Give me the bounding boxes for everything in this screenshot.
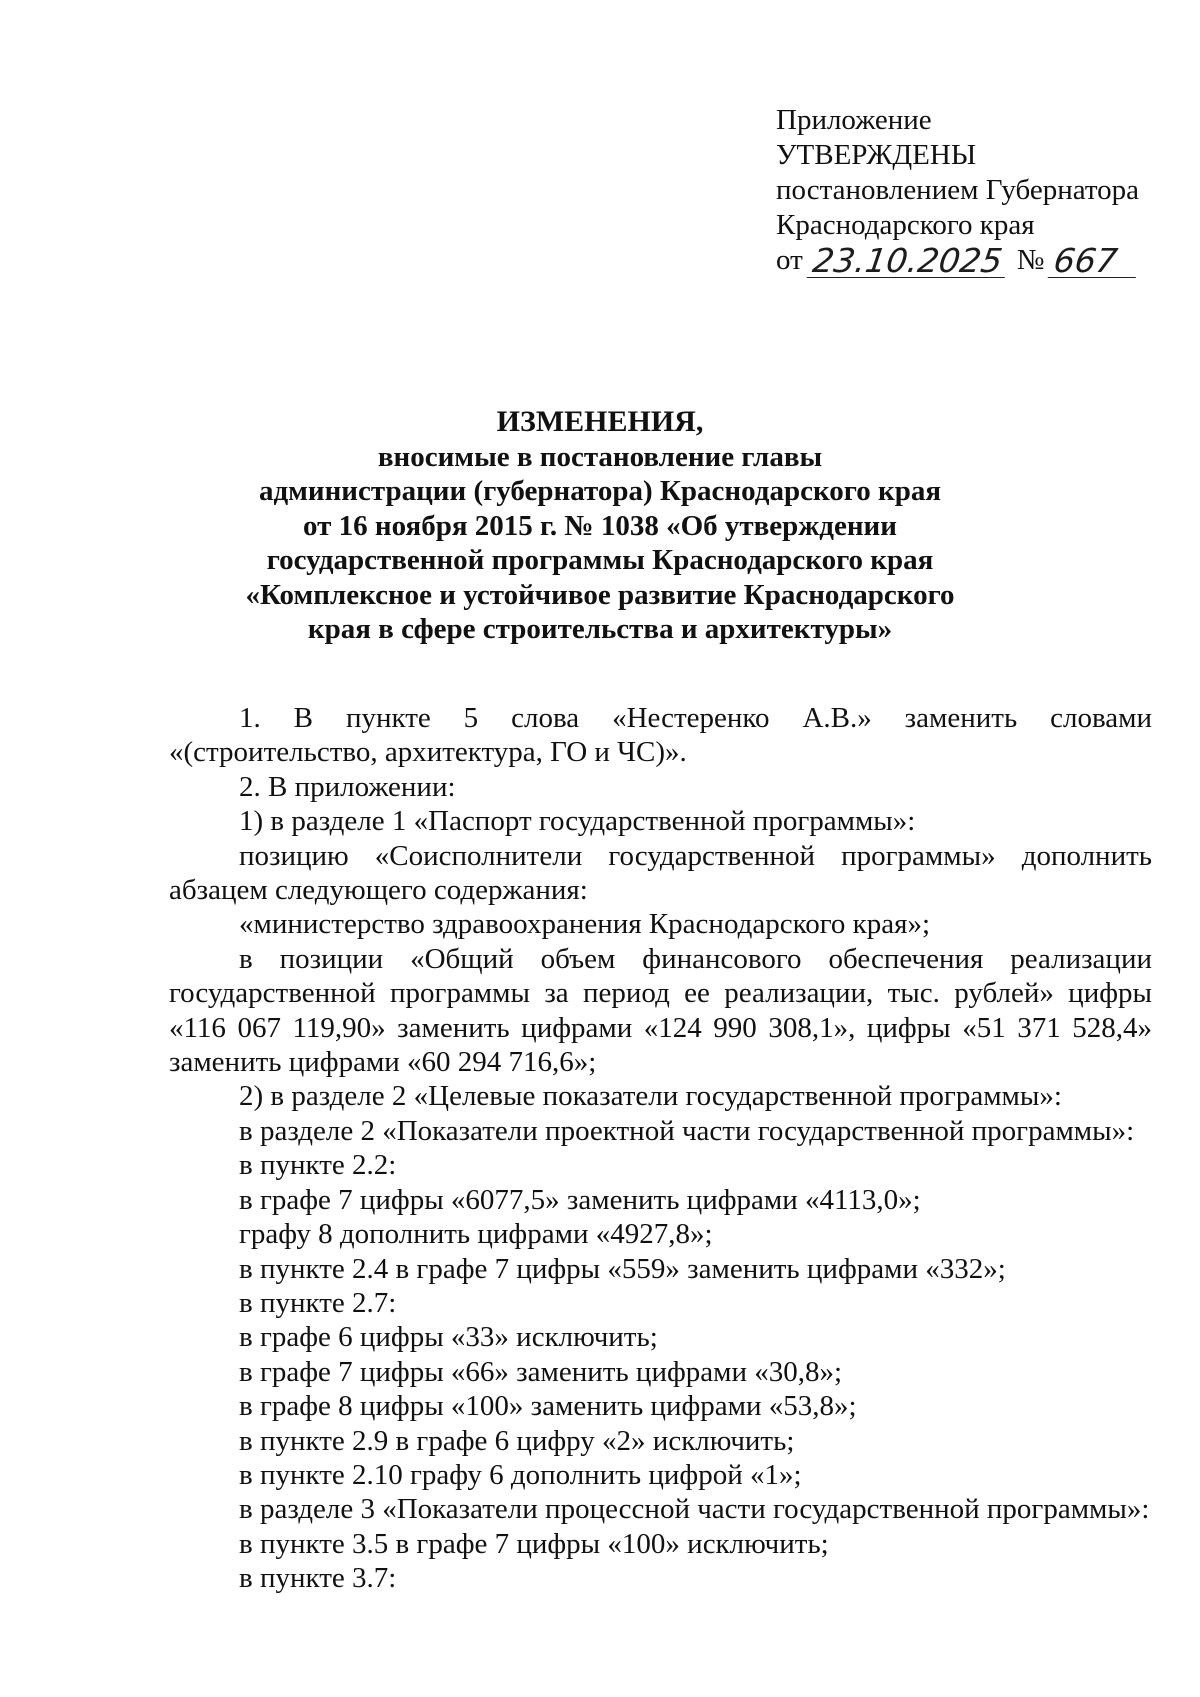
approval-block: [776, 103, 1176, 278]
paragraph: в пункте 2.10 графу 6 дополнить цифрой «1»;: [239, 1458, 802, 1491]
paragraph: в графе 7 цифры «66» заменить цифрами «30,8»;: [239, 1355, 843, 1388]
paragraph: в пункте 2.9 в графе 6 цифру «2» исключить;: [239, 1424, 795, 1457]
paragraph: в разделе 3 «Показатели процессной части государственной программы»:: [239, 1493, 1150, 1526]
document-title: [160, 405, 1040, 647]
paragraph: в пункте 2.4 в графе 7 цифры «559» заменить цифрами «332»;: [239, 1252, 1006, 1285]
handwritten-number: 667: [1048, 245, 1141, 278]
paragraph: в пункте 2.2:: [239, 1149, 397, 1182]
title-line: от 16 ноября 2015 г. № 1038 «Об утверждении: [303, 509, 897, 542]
appendix-label: Приложение: [776, 104, 932, 136]
paragraph: в пункте 2.7:: [239, 1286, 397, 1319]
paragraph: позицию «Соисполнители государственной программы» дополнить абзацем следующего содержания:: [169, 839, 1152, 907]
paragraph: в пункте 3.7:: [239, 1562, 397, 1595]
paragraph: 2) в разделе 2 «Целевые показатели государственной программы»:: [239, 1080, 1062, 1113]
document-body: [169, 701, 1152, 1596]
title-line: края в сфере строительства и архитектуры»: [307, 613, 893, 645]
approved-label: УТВЕРЖДЕНЫ: [776, 139, 977, 171]
date-number-row: [776, 243, 1176, 278]
paragraph: графу 8 дополнить цифрами «4927,8»;: [239, 1218, 713, 1251]
number-sign: №: [1016, 244, 1045, 276]
title-line: вносимые в постановление главы: [377, 440, 823, 473]
paragraph: 1. В пункте 5 слова «Нестеренко А.В.» заменить словами «(строительство, архитектура, ГО и ЧС)».: [169, 702, 1152, 769]
title-heading: ИЗМЕНЕНИЯ,: [496, 405, 704, 438]
paragraph: в пункте 3.5 в графе 7 цифры «100» исключить;: [239, 1527, 829, 1560]
paragraph: в графе 7 цифры «6077,5» заменить цифрами «4113,0»;: [239, 1183, 921, 1216]
paragraph: «министерство здравоохранения Краснодарского края»;: [239, 908, 931, 941]
title-line: «Комплексное и устойчивое развитие Краснодарского: [245, 578, 955, 611]
paragraph: в разделе 2 «Показатели проектной части государственной программы»:: [239, 1114, 1135, 1147]
paragraph: в графе 6 цифры «33» исключить;: [239, 1321, 658, 1354]
approval-line-1: постановлением Губернатора: [776, 174, 1140, 206]
paragraph: 2. В приложении:: [239, 770, 456, 803]
title-line: администрации (губернатора) Краснодарского края: [258, 475, 942, 507]
paragraph: в графе 8 цифры «100» заменить цифрами «53,8»;: [239, 1390, 857, 1423]
paragraph: в позиции «Общий объем финансового обеспечения реализации государственной программы за период ее реализации, тыс. рублей» цифры «116 067 119,90» заменить цифрами «124 990 308,1», цифры «51 371 528,4» заменить цифрами «60 294 716,6»;: [169, 942, 1152, 1079]
paragraph: 1) в разделе 1 «Паспорт государственной программы»:: [239, 805, 916, 838]
title-line: государственной программы Краснодарского края: [266, 544, 934, 576]
date-prefix: от: [776, 244, 803, 276]
approval-line-2: Краснодарского края: [776, 209, 1035, 241]
handwritten-date: 23.10.2025: [806, 245, 1009, 278]
